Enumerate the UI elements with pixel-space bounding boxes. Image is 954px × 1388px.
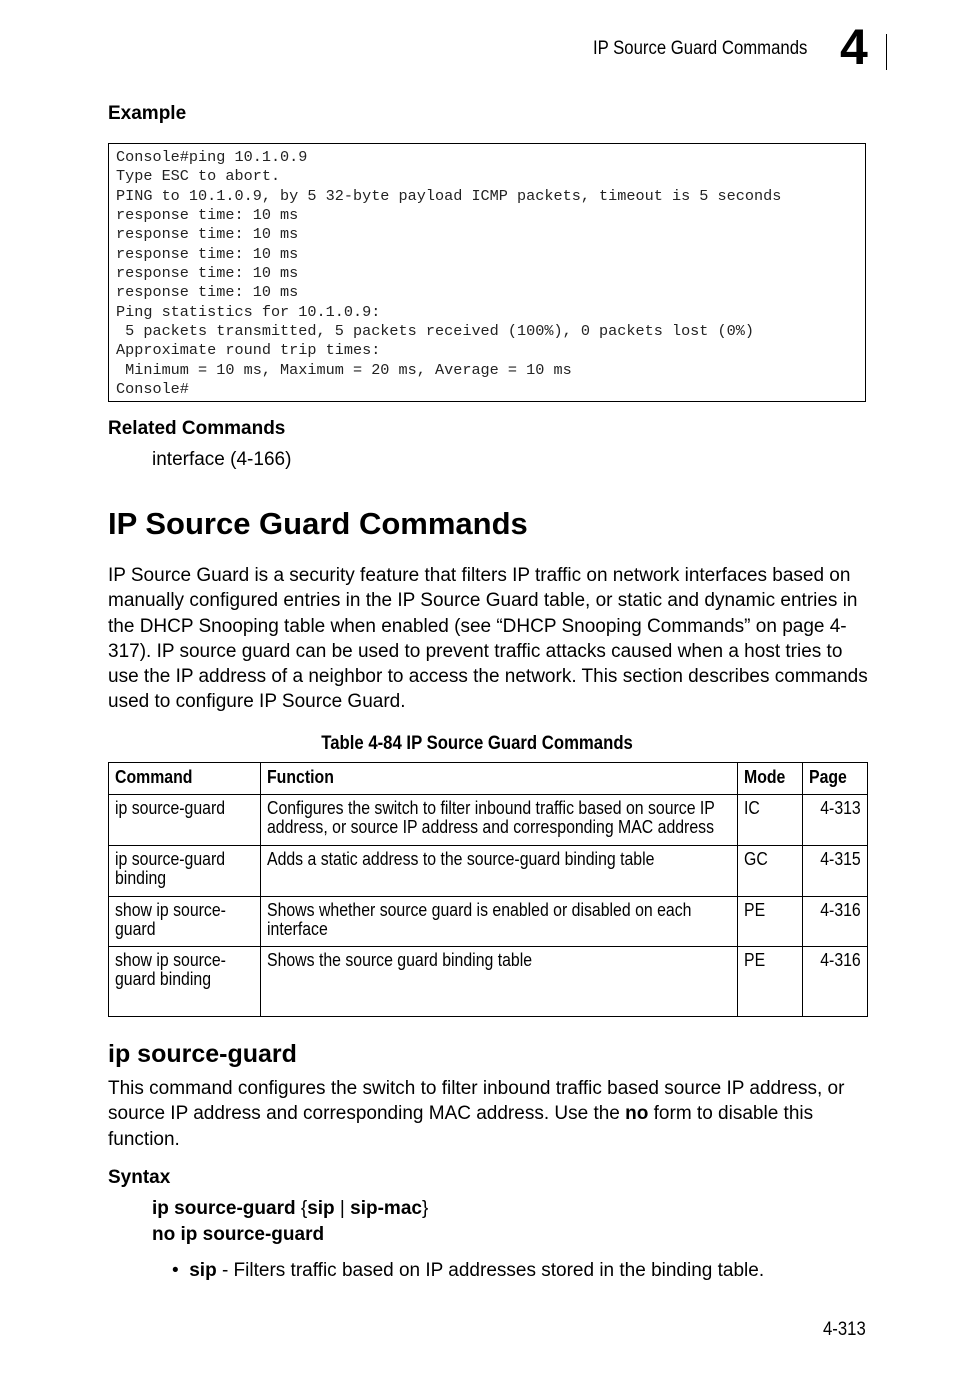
related-command-link[interactable]: interface (4-166) (152, 449, 292, 470)
cell-command: ip source-guard (109, 795, 261, 846)
cell-page: 4-316 (803, 897, 868, 947)
code-line: 5 packets transmitted, 5 packets received (100%), 0 packets lost (0%) (116, 322, 754, 341)
code-line: response time: 10 ms (116, 283, 299, 302)
header-page: Page (803, 763, 868, 795)
code-line: Console# (116, 380, 189, 399)
code-line: response time: 10 ms (116, 264, 299, 283)
code-line: PING to 10.1.0.9, by 5 32-byte payload ICMP packets, timeout is 5 seconds (116, 186, 782, 205)
running-header-title: IP Source Guard Commands (593, 38, 808, 59)
no-keyword: no (625, 1103, 649, 1125)
section-paragraph: IP Source Guard is a security feature that filters IP traffic on network interfaces based on manually configured entries in the IP Source Guard table, or static and dynamic entries in the DHCP Snooping table when enabled (see “DHCP Snooping Commands” on page 4-317). IP source guard can be used to prevent traffic attacks caused when a host tries to use the IP address of a neighbor to access the network. This section describes commands used to configure IP Source Guard. (108, 565, 868, 713)
code-line: Ping statistics for 10.1.0.9: (116, 302, 381, 321)
page-number: 4-313 (823, 1319, 866, 1340)
code-example (116, 148, 781, 399)
example-heading: Example (108, 103, 187, 124)
syntax-line: ip source-guard {sip | sip-mac} (152, 1198, 429, 1219)
section-title: IP Source Guard Commands (108, 506, 528, 541)
cell-page: 4-313 (803, 795, 868, 846)
code-line: Console#ping 10.1.0.9 (116, 148, 308, 166)
code-line: Approximate round trip times: (116, 341, 381, 360)
cell-mode: IC (738, 795, 803, 846)
cell-mode: PE (738, 897, 803, 947)
cell-page: 4-315 (803, 846, 868, 897)
table-caption: Table 4-84 IP Source Guard Commands (321, 733, 633, 754)
cell-mode: GC (738, 846, 803, 897)
code-example-box (108, 143, 866, 402)
header-function: Function (261, 763, 738, 795)
bullet-symbol: • (172, 1260, 179, 1281)
code-line: Minimum = 10 ms, Maximum = 20 ms, Average = 10 ms (116, 360, 572, 379)
parameter-description: - Filters traffic based on IP addresses stored in the binding table. (216, 1260, 765, 1281)
code-line: Type ESC to abort. (116, 167, 281, 186)
syntax-no-line: no ip source-guard (152, 1224, 325, 1245)
chapter-number: 4 (840, 19, 868, 75)
cell-function: Shows whether source guard is enabled or disabled on each interface (261, 897, 738, 947)
cell-page: 4-316 (803, 947, 868, 1017)
parameter-bullet (172, 1260, 764, 1282)
cell-command: show ip source-guard binding (109, 947, 261, 1017)
commands-table (108, 762, 868, 1017)
syntax-heading: Syntax (108, 1167, 171, 1188)
parameter-term: sip (189, 1260, 217, 1281)
header-mode: Mode (738, 763, 803, 795)
command-title: ip source-guard (108, 1040, 297, 1068)
code-line: response time: 10 ms (116, 206, 299, 225)
cell-mode: PE (738, 947, 803, 1017)
table-row (109, 897, 868, 947)
syntax-block (152, 1196, 428, 1248)
cell-function: Shows the source guard binding table (261, 947, 738, 1017)
cell-command: ip source-guard binding (109, 846, 261, 897)
chapter-rule (886, 34, 887, 70)
code-line: response time: 10 ms (116, 244, 299, 263)
cell-command: show ip source-guard (109, 897, 261, 947)
cell-function: Adds a static address to the source-guard binding table (261, 846, 738, 897)
code-line: response time: 10 ms (116, 225, 299, 244)
cell-function: Configures the switch to filter inbound traffic based on source IP address, or source IP address and corresponding MAC address (261, 795, 738, 846)
table-row (109, 795, 868, 846)
related-commands-heading: Related Commands (108, 418, 286, 439)
table-row (109, 846, 868, 897)
header-command: Command (109, 763, 261, 795)
command-description: This command configures the switch to filter inbound traffic based source IP address, or source IP address and corresponding MAC address. Use the no form to disable this function. (108, 1078, 845, 1150)
table-row (109, 947, 868, 1017)
table-header-row (109, 763, 868, 795)
